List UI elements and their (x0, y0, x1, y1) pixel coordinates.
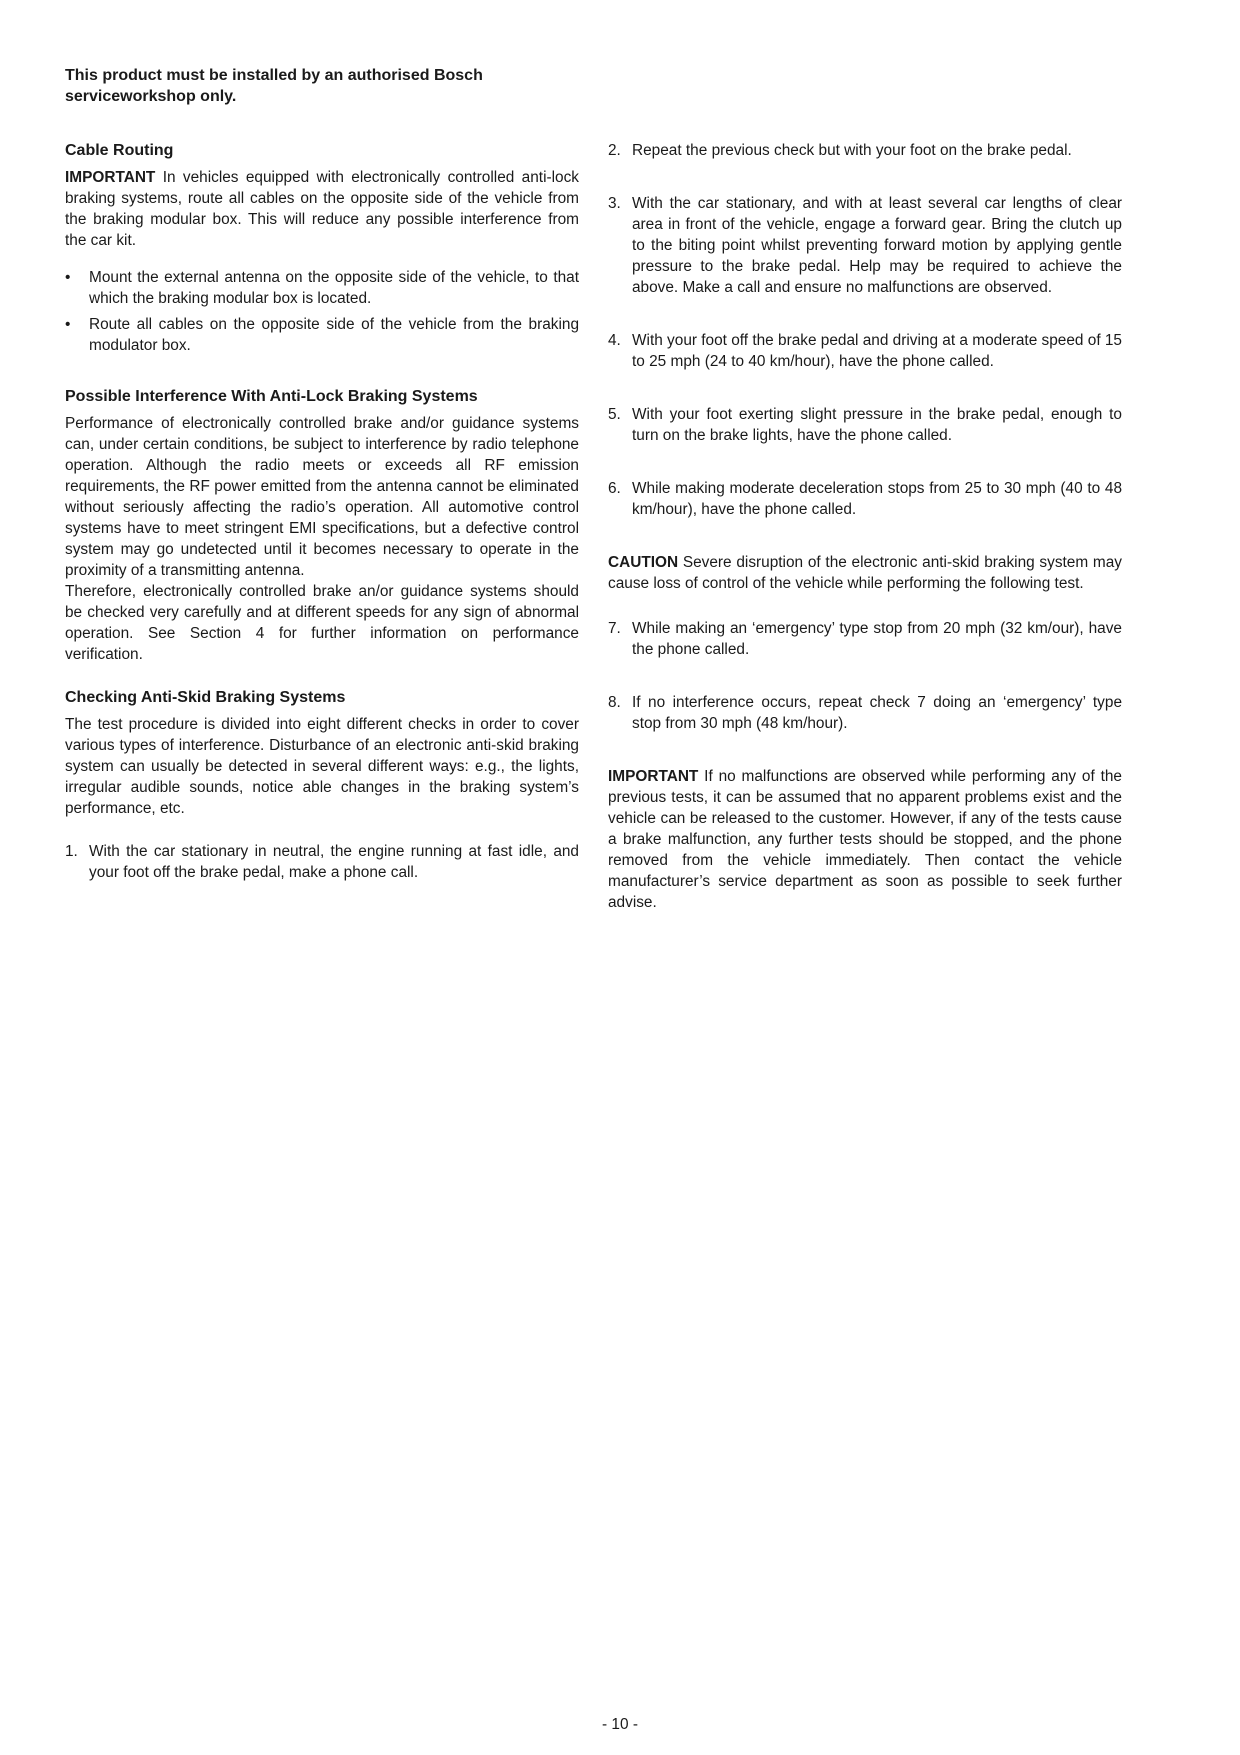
caution-paragraph (608, 552, 1122, 594)
interference-paragraph-1: Performance of electronically controlled brake and/or guidance systems can, under certain conditions, be subject to interference by radio telephone operation. Although the radio meets or exceeds all RF emission requirements, the RF power emitted from the antenna cannot be eliminated without seriously affecting the radio’s operation. All automotive control systems have to meet stringent EMI specifications, but a defective control system may go undetected until it becomes necessary to operate in the proximity of a transmitting antenna. (65, 415, 579, 579)
check-step-1 (65, 841, 579, 883)
important-label: IMPORTANT (608, 768, 699, 785)
step-text: If no interference occurs, repeat check 7 doing an ‘emergency’ type stop from 30 mph (48 km/hour). (632, 694, 1122, 732)
interference-section (65, 386, 579, 665)
step-number: 5. (608, 406, 621, 423)
interference-heading: Possible Interference With Anti-Lock Braking Systems (65, 388, 478, 405)
step-number: 7. (608, 620, 621, 637)
list-item (65, 267, 579, 309)
check-step-3 (608, 193, 1122, 298)
right-column (608, 140, 1122, 913)
important-paragraph (608, 766, 1122, 913)
bullet-text: Route all cables on the opposite side of the vehicle from the braking modulator box. (89, 316, 579, 354)
left-column (65, 140, 579, 883)
bullet-icon: • (65, 316, 71, 333)
check-step-6 (608, 478, 1122, 520)
caution-label: CAUTION (608, 554, 679, 571)
installation-notice: This product must be installed by an authorised Bosch serviceworkshop only. (65, 67, 483, 105)
cable-routing-text: In vehicles equipped with electronically controlled anti-lock braking systems, route all cables on the opposite side of the vehicle from the braking modular box. This will reduce any possible interference from the car kit. (65, 169, 579, 249)
check-step-8 (608, 692, 1122, 734)
check-step-7 (608, 618, 1122, 660)
cable-routing-paragraph (65, 167, 579, 251)
step-number: 3. (608, 195, 621, 212)
important-text: If no malfunctions are observed while performing any of the previous tests, it can be assumed that no apparent problems exist and the vehicle can be released to the customer. However, if any of the tests cause a brake malfunction, any further tests should be stopped, and the phone removed from the vehicle immediately. Then contact the vehicle manufacturer’s service department as soon as possible to seek further advise. (608, 768, 1122, 911)
caution-text: Severe disruption of the electronic anti-skid braking system may cause loss of control of the vehicle while performing the following test. (608, 554, 1122, 592)
step-text: Repeat the previous check but with your foot on the brake pedal. (632, 142, 1072, 159)
step-number: 1. (65, 843, 78, 860)
checking-section (65, 687, 579, 883)
step-text: With your foot off the brake pedal and driving at a moderate speed of 15 to 25 mph (24 to 40 km/hour), have the phone called. (632, 332, 1122, 370)
list-item (65, 314, 579, 356)
step-text: With the car stationary in neutral, the engine running at fast idle, and your foot off the brake pedal, make a phone call. (89, 843, 579, 881)
cable-routing-bullets (65, 267, 579, 356)
step-text: With your foot exerting slight pressure in the brake pedal, enough to turn on the brake lights, have the phone called. (632, 406, 1122, 444)
interference-paragraph-2: Therefore, electronically controlled brake an/or guidance systems should be checked very carefully and at different speeds for any sign of abnormal operation. See Section 4 for further information on performance verification. (65, 583, 579, 663)
cable-routing-section (65, 140, 579, 356)
important-label: IMPORTANT (65, 169, 156, 186)
checking-heading: Checking Anti-Skid Braking Systems (65, 689, 346, 706)
cable-routing-heading: Cable Routing (65, 142, 174, 159)
bullet-icon: • (65, 269, 71, 286)
step-text: While making an ‘emergency’ type stop from 20 mph (32 km/our), have the phone called. (632, 620, 1122, 658)
check-step-5 (608, 404, 1122, 446)
checking-paragraph: The test procedure is divided into eight different checks in order to cover various types of interference. Disturbance of an electronic anti-skid braking system can usually be detected in several different ways: e.g., the lights, irregular audible sounds, notice able changes in the braking system’s performance, etc. (65, 716, 579, 817)
step-text: With the car stationary, and with at least several car lengths of clear area in front of the vehicle, engage a forward gear. Bring the clutch up to the biting point whilst preventing forward motion by applying gentle pressure to the brake pedal. Help may be required to achieve the above. Make a call and ensure no malfunctions are observed. (632, 195, 1122, 296)
check-step-2 (608, 140, 1122, 161)
step-number: 6. (608, 480, 621, 497)
step-number: 4. (608, 332, 621, 349)
step-number: 8. (608, 694, 621, 711)
page-number: - 10 - (602, 1716, 638, 1733)
step-number: 2. (608, 142, 621, 159)
bullet-text: Mount the external antenna on the opposite side of the vehicle, to that which the braking modular box is located. (89, 269, 579, 307)
step-text: While making moderate deceleration stops from 25 to 30 mph (40 to 48 km/hour), have the phone called. (632, 480, 1122, 518)
check-step-4 (608, 330, 1122, 372)
